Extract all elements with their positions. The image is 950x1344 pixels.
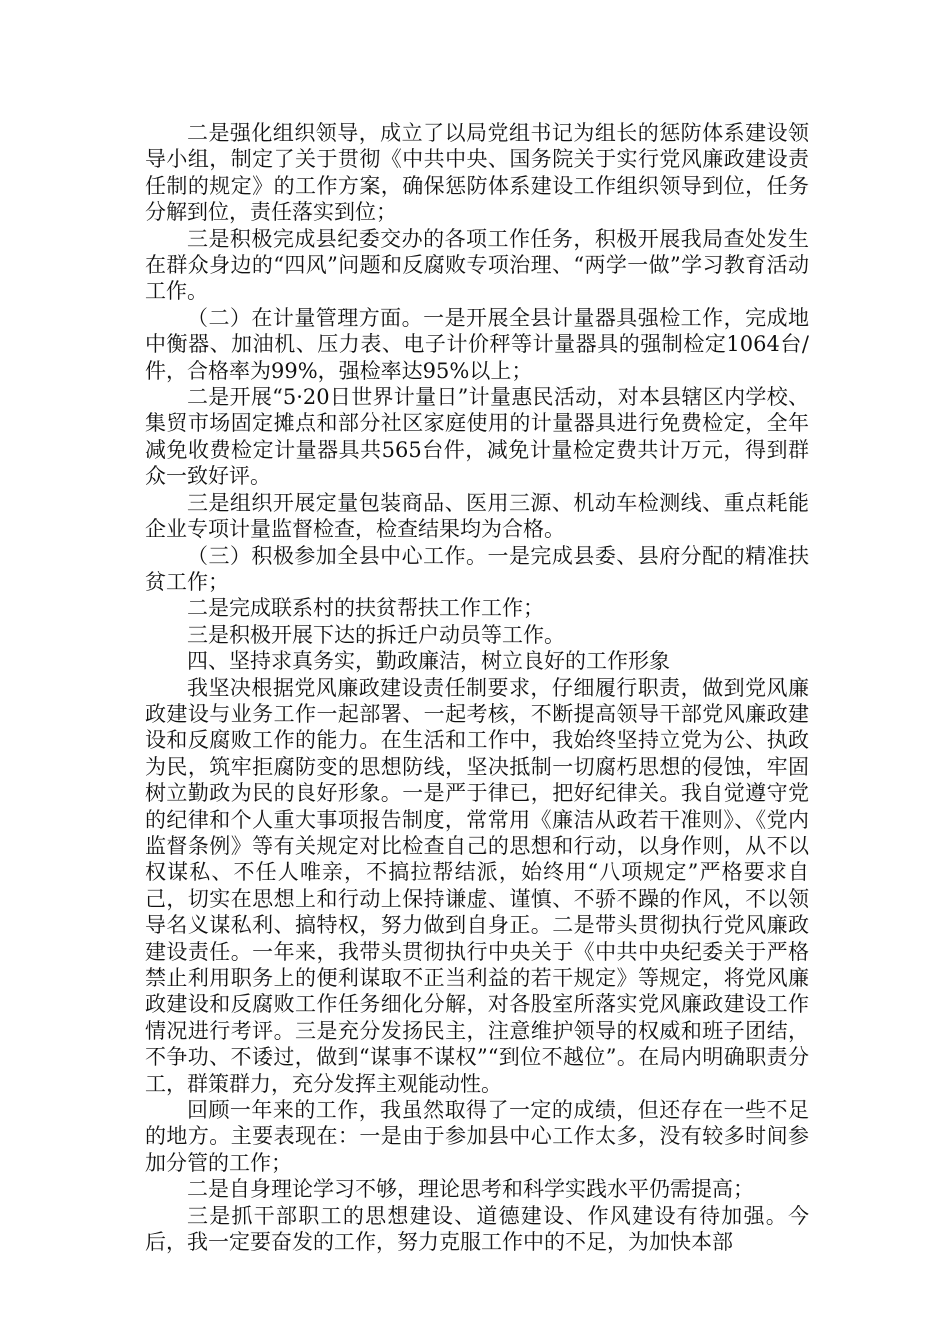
- paragraph: 三是积极开展下达的拆迁户动员等工作。: [187, 622, 565, 647]
- paragraph: （二）在计量管理方面。一是开展全县计量器具强检工作，完成地中衡器、加油机、压力表、电子计价秤等计量器具的强制检定1064台/件，合格率为99%，强检率达95%以上；: [145, 305, 809, 383]
- paragraph: 三是抓干部职工的思想建设、道德建设、作风建设有待加强。今后，我一定要奋发的工作，努力克服工作中的不足，为加快本部: [145, 1203, 809, 1255]
- paragraph: 二是强化组织领导，成立了以局党组书记为组长的惩防体系建设领导小组，制定了关于贯彻《中共中央、国务院关于实行党风廉政建设责任制的规定》的工作方案，确保惩防体系建设工作组织领导到位，任务分解到位，责任落实到位；: [145, 121, 809, 225]
- paragraph: 二是开展“5·20日世界计量日”计量惠民活动，对本县辖区内学校、集贸市场固定摊点和部分社区家庭使用的计量器具进行免费检定，全年减免收费检定计量器具共565台件，减免计量检定费共计万元，得到群众一致好评。: [145, 385, 809, 489]
- paragraph: 三是组织开展定量包装商品、医用三源、机动车检测线、重点耗能企业专项计量监督检查，检查结果均为合格。: [145, 490, 809, 542]
- section-heading: 四、坚持求真务实，勤政廉洁，树立良好的工作形象: [187, 649, 670, 674]
- paragraph: 二是完成联系村的扶贫帮扶工作工作；: [187, 596, 544, 621]
- paragraph: 回顾一年来的工作，我虽然取得了一定的成绩，但还存在一些不足的地方。主要表现在：一是由于参加县中心工作太多，没有较多时间参加分管的工作；: [145, 1098, 809, 1175]
- paragraph: 三是积极完成县纪委交办的各项工作任务，积极开展我局查处发生在群众身边的“四风”问题和反腐败专项治理、“两学一做”学习教育活动工作。: [145, 226, 809, 304]
- paragraph: （三）积极参加全县中心工作。一是完成县委、县府分配的精准扶贫工作；: [145, 543, 809, 594]
- document-body: [145, 120, 809, 1255]
- paragraph: 二是自身理论学习不够，理论思考和科学实践水平仍需提高；: [187, 1177, 754, 1202]
- paragraph: 我坚决根据党风廉政建设责任制要求，仔细履行职责，做到党风廉政建设与业务工作一起部署、一起考核，不断提高领导干部党风廉政建设和反腐败工作的能力。在生活和工作中，我始终坚持立党为公、执政为民，筑牢拒腐防变的思想防线，坚决抵制一切腐朽思想的侵蚀，牢固树立勤政为民的良好形象。一是严于律已，把好纪律关。我自觉遵守党的纪律和个人重大事项报告制度，常常用《廉洁从政若干准则》、《党内监督条例》等有关规定对比检查自己的思想和行动，以身作则，从不以权谋私、不任人唯亲，不搞拉帮结派，始终用“八项规定”严格要求自己，切实在思想上和行动上保持谦虚、谨慎、不骄不躁的作风，不以领导名义谋私利、搞特权，努力做到自身正。二是带头贯彻执行党风廉政建设责任。一年来，我带头贯彻执行中央关于《中共中央纪委关于严格禁止利用职务上的便利谋取不正当利益的若干规定》等规定，将党风廉政建设和反腐败工作任务细化分解，对各股室所落实党风廉政建设工作情况进行考评。三是充分发扬民主，注意维护领导的权威和班子团结，不争功、不诿过，做到“谋事不谋权”“到位不越位”。在局内明确职责分工，群策群力，充分发挥主观能动性。: [145, 675, 809, 1096]
